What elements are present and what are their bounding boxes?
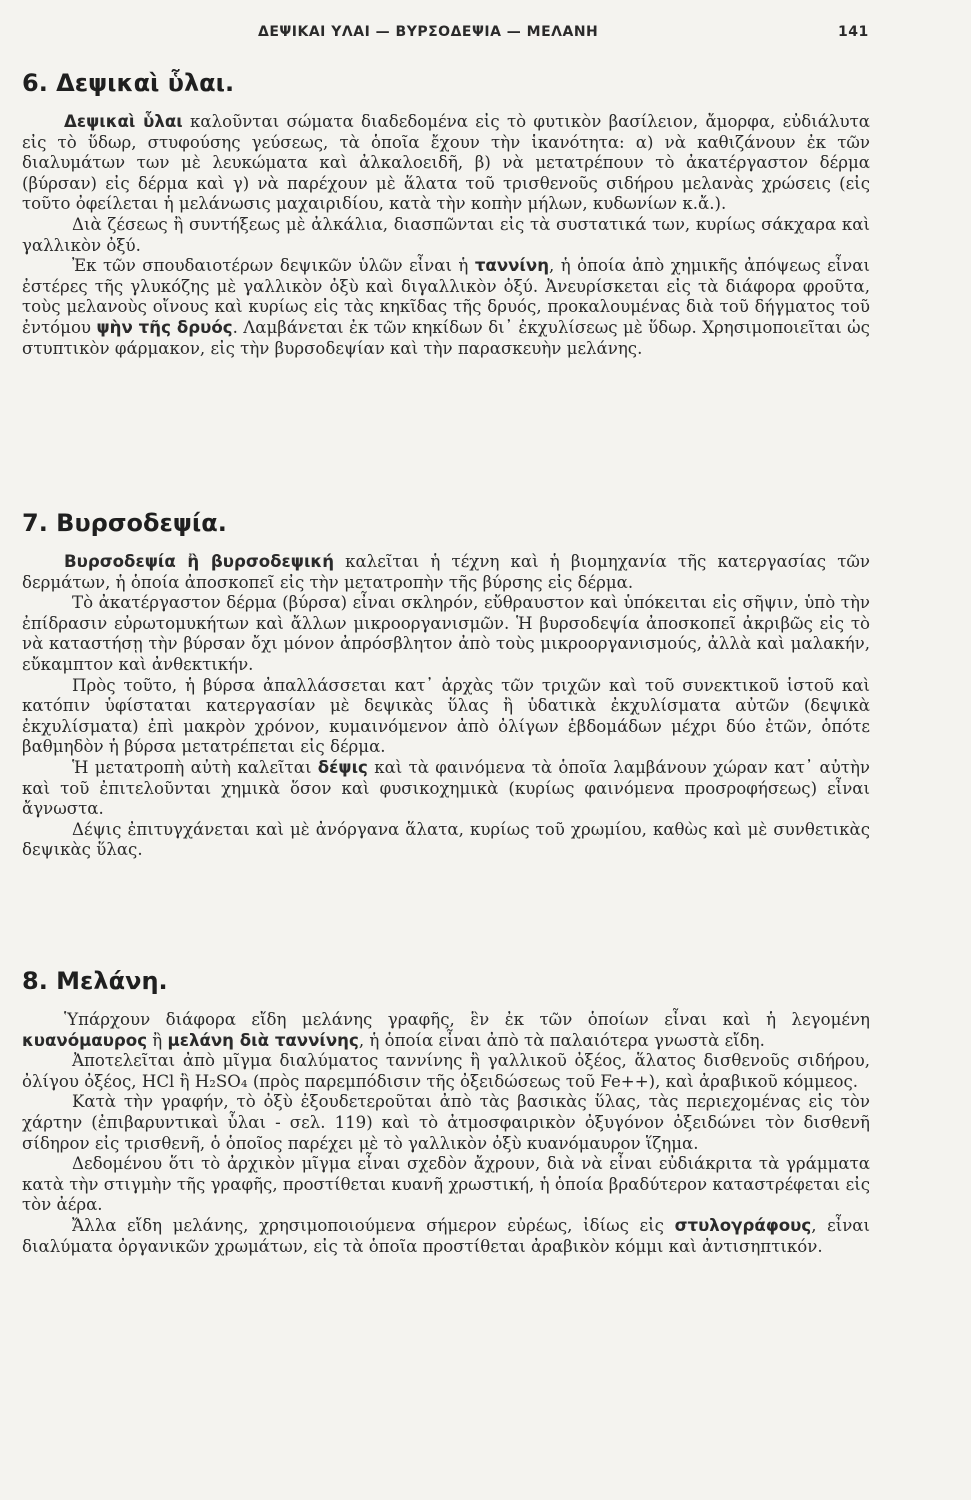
paragraph: Τὸ ἀκατέργαστον δέρμα (βύρσα) εἶναι σκληρόν, εὔθραυστον καὶ ὑπόκειται εἰς σῆψιν, ὑπὸ τὴν ἐπίδρασιν εὐρωτομυκήτων καὶ ἄλλων μικροοργανισμῶν. Ἡ βυρσοδεψία ἀποσκοπεῖ ἀκριβῶς εἰς τὸ νὰ καταστήσῃ τὴν βύρσαν ὄχι μόνον ἀπρόσβλητον ἀπὸ τοὺς μικροοργανισμούς, ἀλλὰ καὶ μαλακήν, εὔκαμπτον καὶ ἀνθεκτικήν. — [22, 593, 870, 674]
section-heading: 6. Δεψικαὶ ὗλαι. — [22, 69, 235, 97]
term: Βυρσοδεψία ἢ βυρσοδεψική — [64, 552, 335, 571]
term: ταννίνη — [474, 256, 550, 276]
running-head — [0, 24, 971, 48]
paragraph: Δέψις ἐπιτυγχάνεται καὶ μὲ ἀνόργανα ἅλατα, κυρίως τοῦ χρωμίου, καθὼς καὶ μὲ συνθετικὰς δεψικὰς ὕλας. — [22, 819, 870, 860]
section-tanning-materials — [22, 68, 870, 359]
paragraph: Ἐκ τῶν σπουδαιοτέρων δεψικῶν ὑλῶν εἶναι ἡ ταννίνη, ἡ ὁποία ἀπὸ χημικῆς ἀπόψεως εἶναι ἐστέρες τῆς γλυκόζης μὲ γαλλικὸν ὀξὺ καὶ διγαλλικὸν ὀξύ. Ἀνευρίσκεται εἰς τὰ διάφορα φροῦτα, τοὺς μελανοὺς οἴνους καὶ κυρίως εἰς τὰς κηκῖδας τῆς δρυός, προκαλουμένας διὰ τοῦ δήγματος τοῦ ἐντόμου ψὴν τῆς δρυός. Λαμβάνεται ἐκ τῶν κηκίδων δι᾽ ἐκχυλίσεως μὲ ὕδωρ. Χρησιμοποιεῖται ὡς στυπτικὸν φάρμακον, εἰς τὴν βυρσοδεψίαν καὶ τὴν παρασκευὴν μελάνης. — [22, 256, 870, 358]
paragraph: Ὑπάρχουν διάφορα εἴδη μελάνης γραφῆς, ἓν ἐκ τῶν ὁποίων εἶναι καὶ ἡ λεγομένη κυανόμαυρος ἢ μελάνη διὰ ταννίνης, ἡ ὁποία εἶναι ἀπὸ τὰ παλαιότερα γνωστὰ εἴδη. — [22, 1010, 870, 1050]
running-head-title: ΔΕΨΙΚΑΙ ΥΛΑΙ — ΒΥΡΣΟΔΕΨΙΑ — ΜΕΛΑΝΗ — [258, 24, 599, 40]
section-ink — [22, 966, 870, 1257]
paragraph: Βυρσοδεψία ἢ βυρσοδεψική καλεῖται ἡ τέχνη καὶ ἡ βιομηχανία τῆς κατεργασίας τῶν δερμάτων, ἡ ὁποία ἀποσκοπεῖ εἰς τὴν μετατροπὴν τῆς βύρσης εἰς δέρμα. — [22, 552, 870, 592]
paragraph: Δεδομένου ὅτι τὸ ἀρχικὸν μῖγμα εἶναι σχεδὸν ἄχρουν, διὰ νὰ εἶναι εὐδιάκριτα τὰ γράμματα κατὰ τὴν στιγμὴν τῆς γραφῆς, προστίθεται κυανῆ χρωστική, ἡ ὁποία βραδύτερον καταστρέφεται εἰς τὸν ἀέρα. — [22, 1154, 870, 1215]
paragraph: Δεψικαὶ ὗλαι καλοῦνται σώματα διαδεδομένα εἰς τὸ φυτικὸν βασίλειον, ἄμορφα, εὐδιάλυτα εἰς τὸ ὕδωρ, στυφούσης γεύσεως, τὰ ὁποῖα ἔχουν τὴν ἱκανότητα: α) νὰ καθιζάνουν ἐκ τῶν διαλυμάτων των μὲ λευκώματα καὶ ἀλκαλοειδῆ, β) νὰ μετατρέπουν τὸ ἀκατέργαστον δέρμα (βύρσαν) εἰς δέρμα καὶ γ) νὰ παρέχουν μὲ ἅλατα τοῦ τρισθενοῦς σιδήρου μελανὰς χρώσεις (εἰς τοῦτο ὀφείλεται ἡ μελάνωσις μαχαιριδίου, κατὰ τὴν κοπὴν μήλων, κυδωνίων κ.ἄ.). — [22, 112, 870, 214]
paragraph: Διὰ ζέσεως ἢ συντήξεως μὲ ἀλκάλια, διασπῶνται εἰς τὰ συστατικά των, κυρίως σάκχαρα καὶ γαλλικὸν ὀξύ. — [22, 214, 870, 255]
section-tanning — [22, 508, 870, 861]
section-heading: 7. Βυρσοδεψία. — [22, 509, 227, 537]
paragraph: Πρὸς τοῦτο, ἡ βύρσα ἀπαλλάσσεται κατ᾽ ἀρχὰς τῶν τριχῶν καὶ τοῦ συνεκτικοῦ ἱστοῦ καὶ κατόπιν ὑφίσταται κατεργασίαν μὲ δεψικὰς ὕλας ἢ ὑδατικὰ ἐκχυλίσματα αὐτῶν (δεψικὰ ἐκχυλίσματα) ἐπὶ μακρὸν χρόνον, κυμαινόμενον ἀπὸ ὀλίγων ἑβδομάδων μέχρι δύο ἐτῶν, ὁπότε βαθμηδὸν ἡ βύρσα μετατρέπεται εἰς δέρμα. — [22, 675, 870, 757]
page-number: 141 — [838, 24, 869, 40]
term: στυλογράφους — [674, 1215, 812, 1235]
term: μελάνη διὰ ταννίνης — [167, 1030, 359, 1050]
section-heading: 8. Μελάνη. — [22, 967, 168, 995]
paragraph: Ἀποτελεῖται ἀπὸ μῖγμα διαλύματος ταννίνης ἢ γαλλικοῦ ὀξέος, ἅλατος δισθενοῦς σιδήρου, ὀλίγου ὀξέος, HCl ἢ H₂SO₄ (πρὸς παρεμπόδισιν τῆς ὀξειδώσεως τοῦ Fe++), καὶ ἀραβικοῦ κόμμεος. — [22, 1051, 870, 1091]
term: δέψις — [317, 757, 368, 777]
paragraph: Ἡ μετατροπὴ αὐτὴ καλεῖται δέψις καὶ τὰ φαινόμενα τὰ ὁποῖα λαμβάνουν χώραν κατ᾽ αὐτὴν καὶ τοῦ ἐπιτελοῦνται χημικὰ ὅσον καὶ φυσικοχημικὰ (κυρίως φαινόμενα προσροφήσεως) εἶναι ἄγνωστα. — [22, 757, 870, 819]
term: ψὴν τῆς δρυός — [96, 317, 233, 337]
term: Δεψικαὶ ὗλαι — [64, 112, 183, 131]
term: κυανόμαυρος — [22, 1030, 148, 1050]
paragraph: Ἄλλα εἴδη μελάνης, χρησιμοποιούμενα σήμερον εὐρέως, ἰδίως εἰς στυλογράφους, εἶναι διαλύματα ὀργανικῶν χρωμάτων, εἰς τὰ ὁποῖα προστίθεται ἀραβικὸν κόμμι καὶ ἀντισηπτικόν. — [22, 1215, 870, 1256]
paragraph: Κατὰ τὴν γραφήν, τὸ ὀξὺ ἐξουδετεροῦται ἀπὸ τὰς βασικὰς ὕλας, τὰς περιεχομένας εἰς τὸν χάρτην (ἐπιβαρυντικαὶ ὗλαι - σελ. 119) καὶ τὸ ἀτμοσφαιρικὸν ὀξυγόνον ὀξειδώνει τὸν δισθενῆ σίδηρον εἰς τρισθενῆ, ὁ ὁποῖος παρέχει μὲ τὸ γαλλικὸν ὀξὺ κυανόμαυρον ἵζημα. — [22, 1092, 870, 1153]
